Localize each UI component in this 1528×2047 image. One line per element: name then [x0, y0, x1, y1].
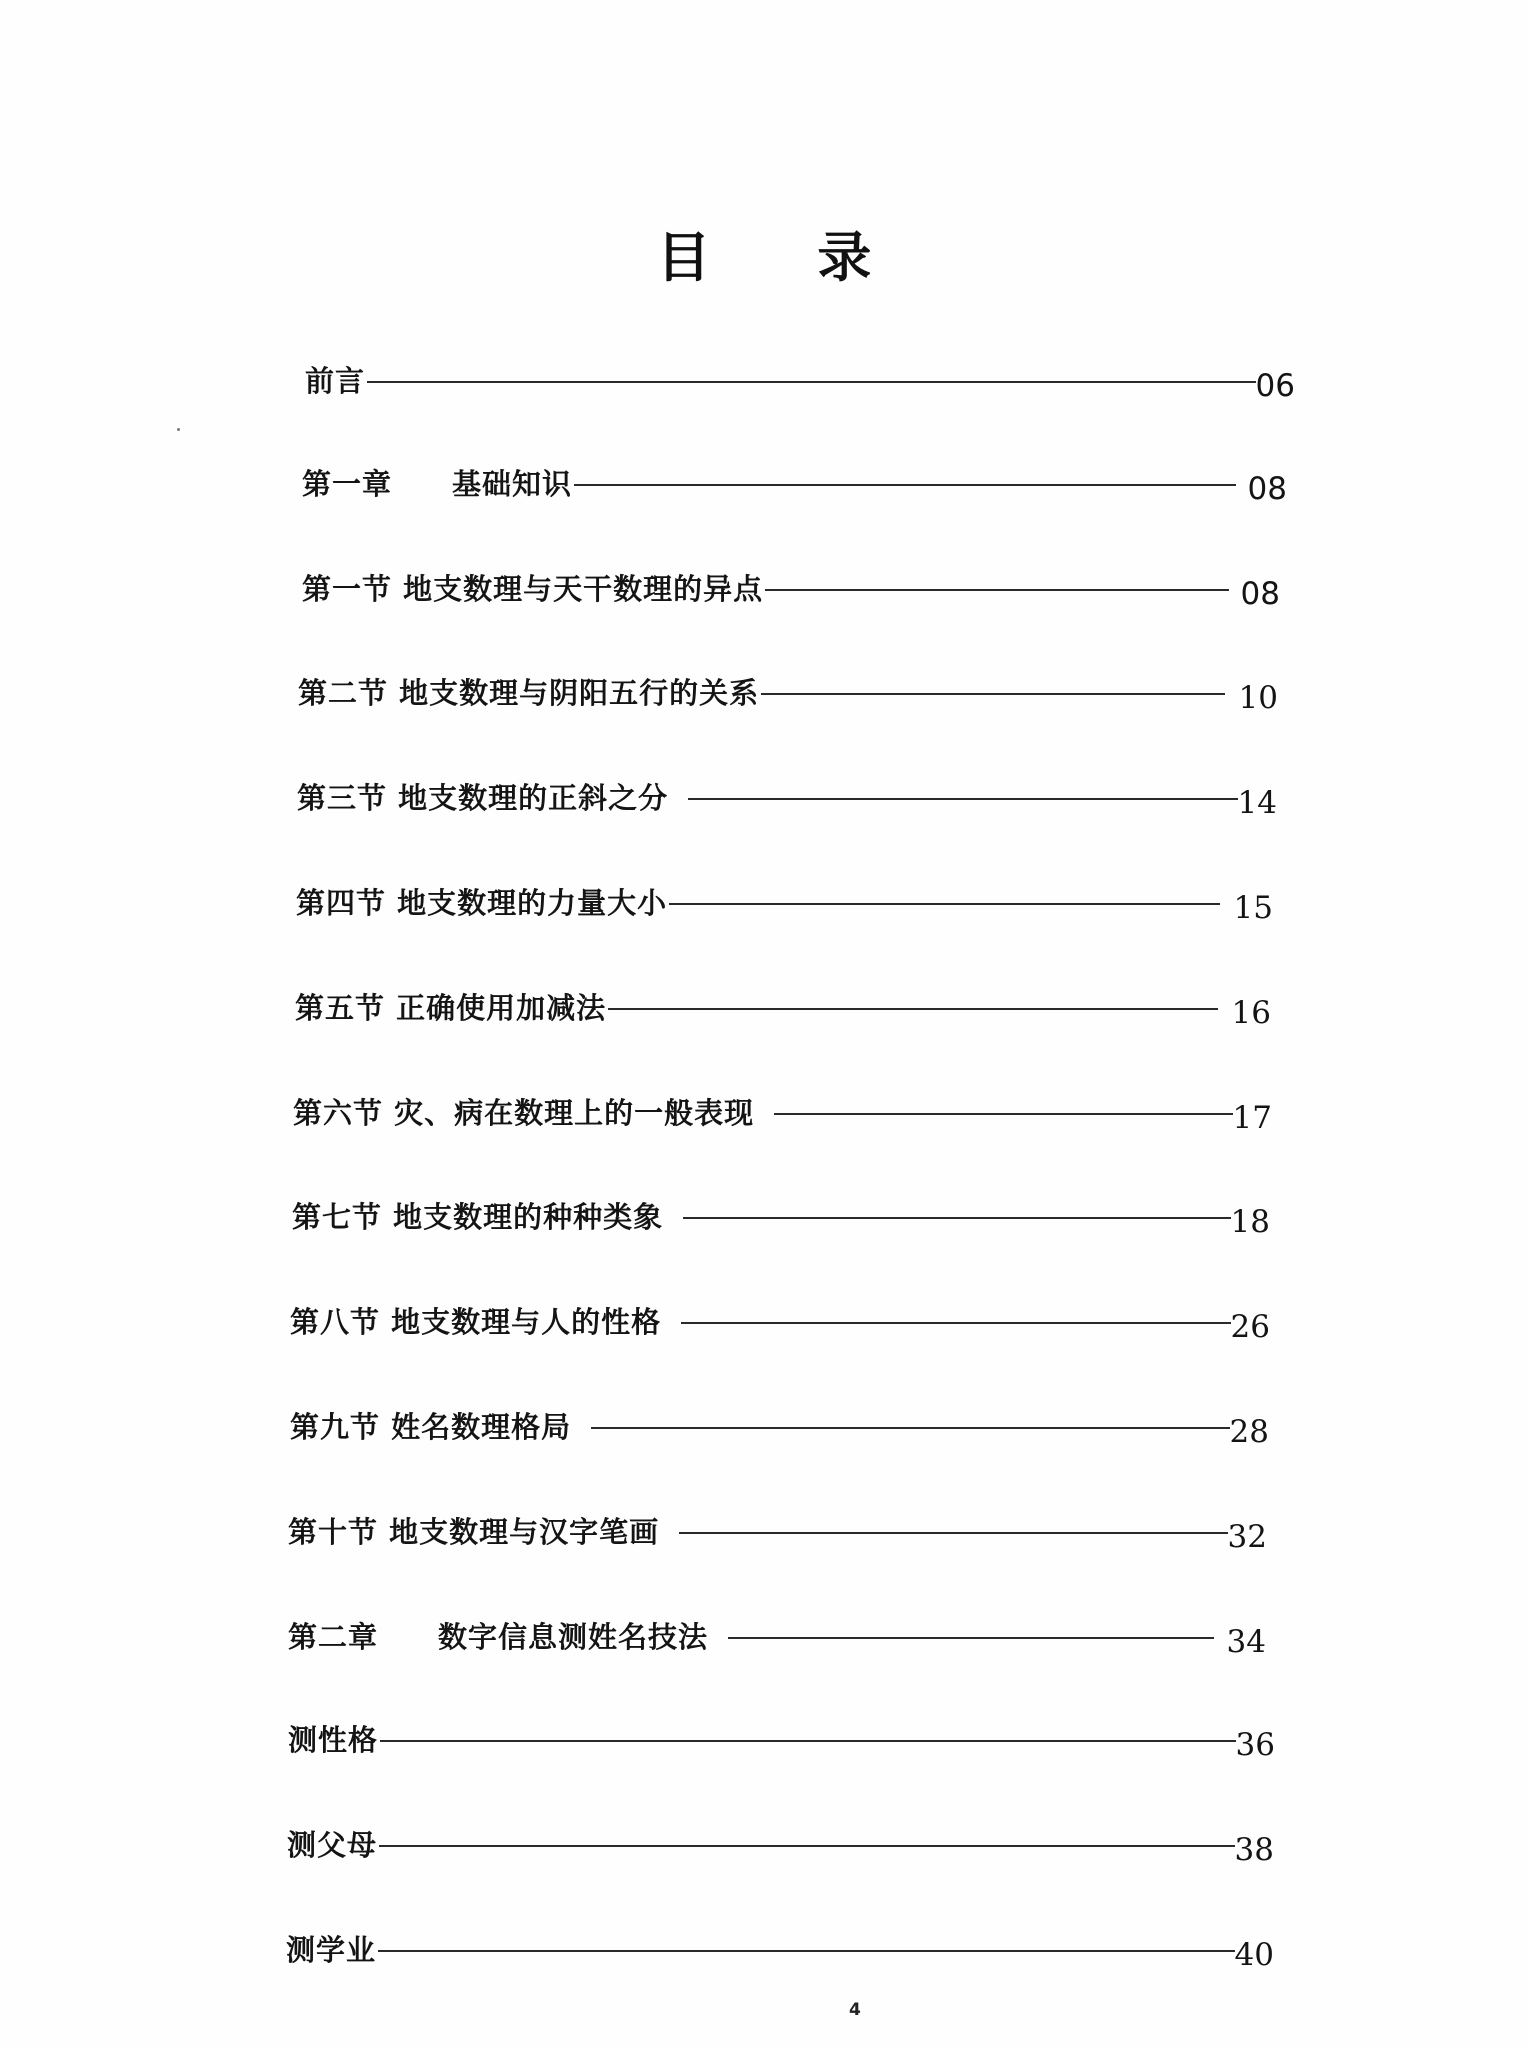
toc-leader-line: [608, 1008, 1217, 1010]
toc-entry-section-7[interactable]: [292, 1197, 1270, 1240]
toc-entry-page: 17: [1232, 1100, 1272, 1136]
toc-leader-line: [367, 381, 1256, 383]
toc-entry-page: 14: [1237, 785, 1277, 821]
toc-leader-line: [380, 1740, 1236, 1742]
toc-entry-personality[interactable]: [288, 1720, 1275, 1763]
toc-entry-page: 10: [1238, 680, 1278, 716]
toc-entry-label: 测性格: [288, 1723, 379, 1757]
toc-entry-page: 32: [1227, 1519, 1267, 1555]
toc-entry-label: 第八节 地支数理与人的性格: [290, 1305, 662, 1339]
toc-entry-page: 06: [1255, 368, 1295, 404]
toc-leader-line: [574, 484, 1236, 486]
toc-entry-label: 测父母: [287, 1828, 378, 1862]
toc-entry-section-1[interactable]: [302, 569, 1280, 612]
page-title: 目 录: [656, 225, 916, 289]
toc-leader-line: [683, 1217, 1230, 1219]
toc-entry-parents[interactable]: [287, 1825, 1274, 1868]
toc-entry-label: 第三节 地支数理的正斜之分: [297, 781, 669, 815]
toc-entry-page: 36: [1235, 1727, 1275, 1763]
toc-entry-page: 34: [1226, 1624, 1266, 1660]
toc-entry-studies[interactable]: [286, 1930, 1274, 1973]
toc-entry-label: 第二章 数字信息测姓名技法: [288, 1620, 709, 1654]
toc-leader-line: [679, 1532, 1227, 1534]
toc-entry-chapter-1[interactable]: [302, 464, 1287, 507]
toc-entry-section-3[interactable]: [297, 778, 1277, 821]
toc-entry-section-2[interactable]: [298, 673, 1278, 716]
toc-entry-label: 第七节 地支数理的种种类象: [292, 1200, 664, 1234]
toc-leader-line: [688, 798, 1237, 800]
toc-leader-line: [378, 1950, 1235, 1952]
toc-entry-section-9[interactable]: [290, 1407, 1269, 1450]
toc-entry-page: 18: [1230, 1204, 1270, 1240]
toc-entry-section-10[interactable]: [288, 1512, 1267, 1555]
toc-leader-line: [669, 903, 1219, 905]
scan-artifact-dot: [177, 428, 180, 431]
toc-entry-label: 第十节 地支数理与汉字笔画: [288, 1515, 660, 1549]
toc-entry-preface[interactable]: [305, 361, 1295, 404]
toc-entry-section-8[interactable]: [290, 1302, 1270, 1345]
toc-leader-line: [765, 589, 1228, 591]
toc-entry-label: 第六节 灾、病在数理上的一般表现: [293, 1096, 755, 1130]
toc-entry-page: 08: [1247, 471, 1287, 507]
toc-entry-page: 16: [1231, 995, 1271, 1031]
toc-leader-line: [761, 693, 1224, 695]
toc-leader-line: [591, 1427, 1229, 1429]
toc-entry-section-6[interactable]: [293, 1093, 1272, 1136]
toc-entry-page: 26: [1230, 1309, 1270, 1345]
toc-entry-page: 08: [1240, 576, 1280, 612]
toc-entry-label: 第九节 姓名数理格局: [290, 1410, 572, 1444]
toc-entry-label: 第一节 地支数理与天干数理的异点: [302, 572, 764, 606]
page-number: 4: [849, 2000, 861, 2020]
toc-leader-line: [774, 1113, 1232, 1115]
toc-leader-line: [379, 1845, 1235, 1847]
toc-entry-page: 28: [1229, 1414, 1269, 1450]
toc-entry-label: 前言: [305, 364, 366, 398]
toc-leader-line: [728, 1637, 1214, 1639]
toc-entry-page: 38: [1234, 1832, 1274, 1868]
toc-entry-page: 40: [1234, 1937, 1274, 1973]
toc-entry-label: 测学业: [286, 1933, 377, 1967]
toc-entry-page: 15: [1233, 890, 1273, 926]
toc-entry-section-5[interactable]: [295, 988, 1271, 1031]
toc-entry-label: 第五节 正确使用加减法: [295, 991, 607, 1025]
toc-leader-line: [681, 1322, 1230, 1324]
toc-entry-chapter-2[interactable]: [288, 1617, 1266, 1660]
toc-entry-label: 第四节 地支数理的力量大小: [296, 886, 668, 920]
toc-entry-label: 第二节 地支数理与阴阳五行的关系: [298, 676, 760, 710]
toc-entry-label: 第一章 基础知识: [302, 467, 573, 501]
toc-entry-section-4[interactable]: [296, 883, 1273, 926]
